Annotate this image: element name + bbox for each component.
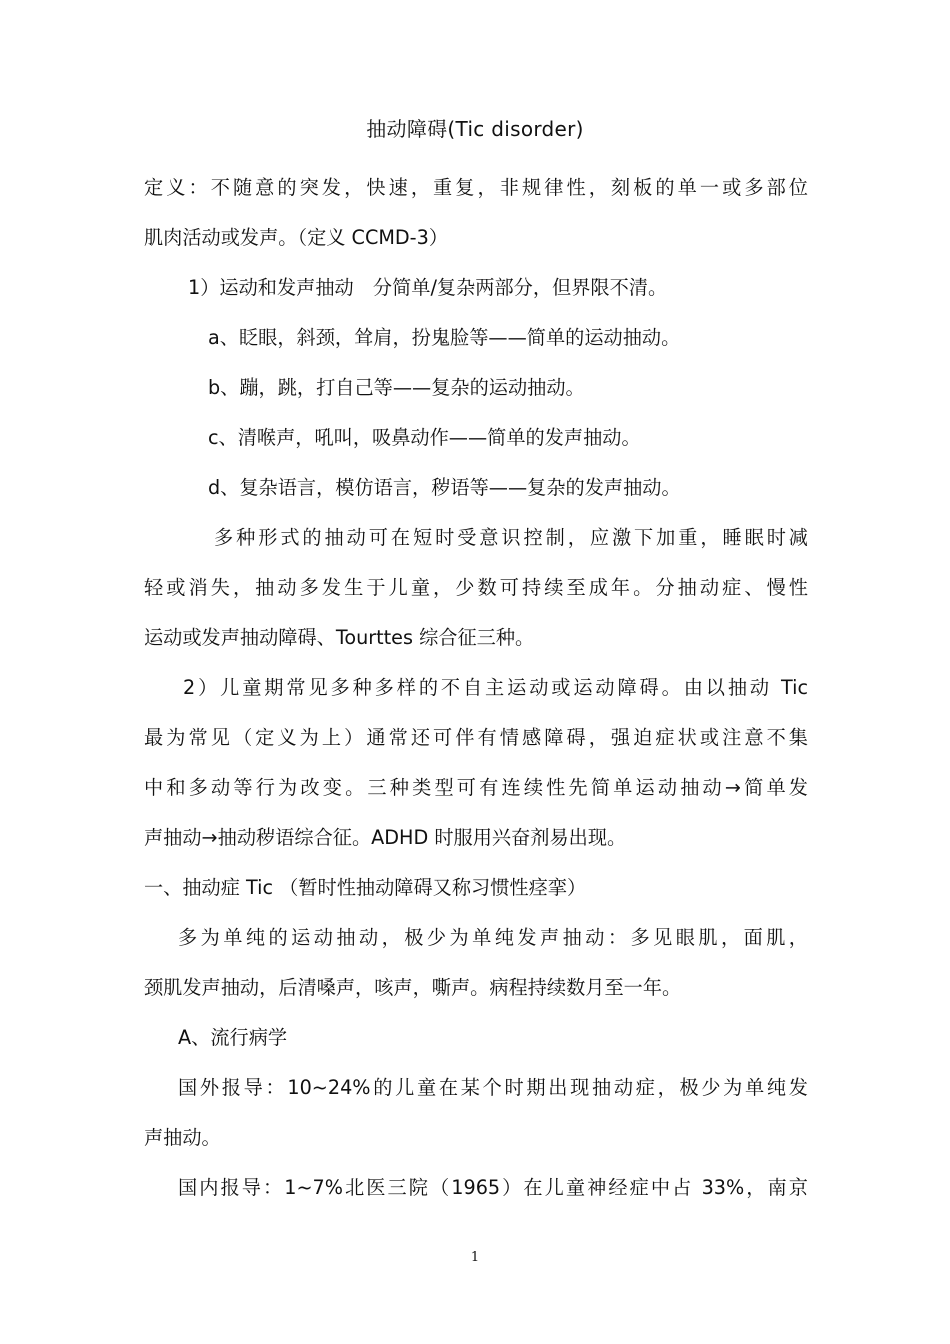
list-item: a、眨眼，斜颈，耸肩，扮鬼脸等——简单的运动抽动。 [208, 326, 681, 349]
page-number: 1 [470, 1250, 480, 1265]
paragraph-line: 国内报导：1~7%北医三院（1965）在儿童神经症中占 33%，南京 [178, 1176, 808, 1199]
paragraph-line: 中和多动等行为改变。三种类型可有连续性先简单运动抽动→简单发 [144, 776, 808, 799]
paragraph-line: 多为单纯的运动抽动，极少为单纯发声抽动：多见眼肌，面肌， [178, 926, 808, 949]
paragraph-line: 2）儿童期常见多种多样的不自主运动或运动障碍。由以抽动 Tic [183, 676, 808, 699]
paragraph-line: 肌肉活动或发声。（定义 CCMD-3） [144, 226, 449, 249]
list-item: c、清喉声，吼叫，吸鼻动作——简单的发声抽动。 [208, 426, 641, 449]
paragraph-line: 国外报导：10~24%的儿童在某个时期出现抽动症，极少为单纯发 [178, 1076, 808, 1099]
document-title: 抽动障碍(Tic disorder) [366, 117, 584, 141]
paragraph-line: 颈肌发声抽动，后清嗓声，咳声，嘶声。病程持续数月至一年。 [144, 976, 682, 999]
paragraph-line: 轻或消失，抽动多发生于儿童，少数可持续至成年。分抽动症、慢性 [144, 576, 808, 599]
subsection-heading: A、流行病学 [178, 1026, 288, 1049]
document-body [144, 163, 808, 1213]
paragraph-line: 声抽动。 [144, 1126, 221, 1149]
paragraph-line: 定义：不随意的突发，快速，重复，非规律性，刻板的单一或多部位 [144, 176, 808, 199]
section-heading: 一、抽动症 Tic （暂时性抽动障碍又称习惯性痉挛） [144, 876, 587, 899]
list-item: b、蹦，跳，打自己等——复杂的运动抽动。 [208, 376, 585, 399]
paragraph-line: 最为常见（定义为上）通常还可伴有情感障碍，强迫症状或注意不集 [144, 726, 808, 749]
paragraph-line: 多种形式的抽动可在短时受意识控制，应激下加重，睡眠时减 [214, 526, 808, 549]
paragraph-line: 声抽动→抽动秽语综合征。ADHD 时服用兴奋剂易出现。 [144, 826, 627, 849]
section-heading: 1）运动和发声抽动 分简单/复杂两部分，但界限不清。 [188, 276, 668, 299]
paragraph-line: 运动或发声抽动障碍、Tourttes 综合征三种。 [144, 626, 535, 649]
list-item: d、复杂语言，模仿语言，秽语等——复杂的发声抽动。 [208, 476, 681, 499]
